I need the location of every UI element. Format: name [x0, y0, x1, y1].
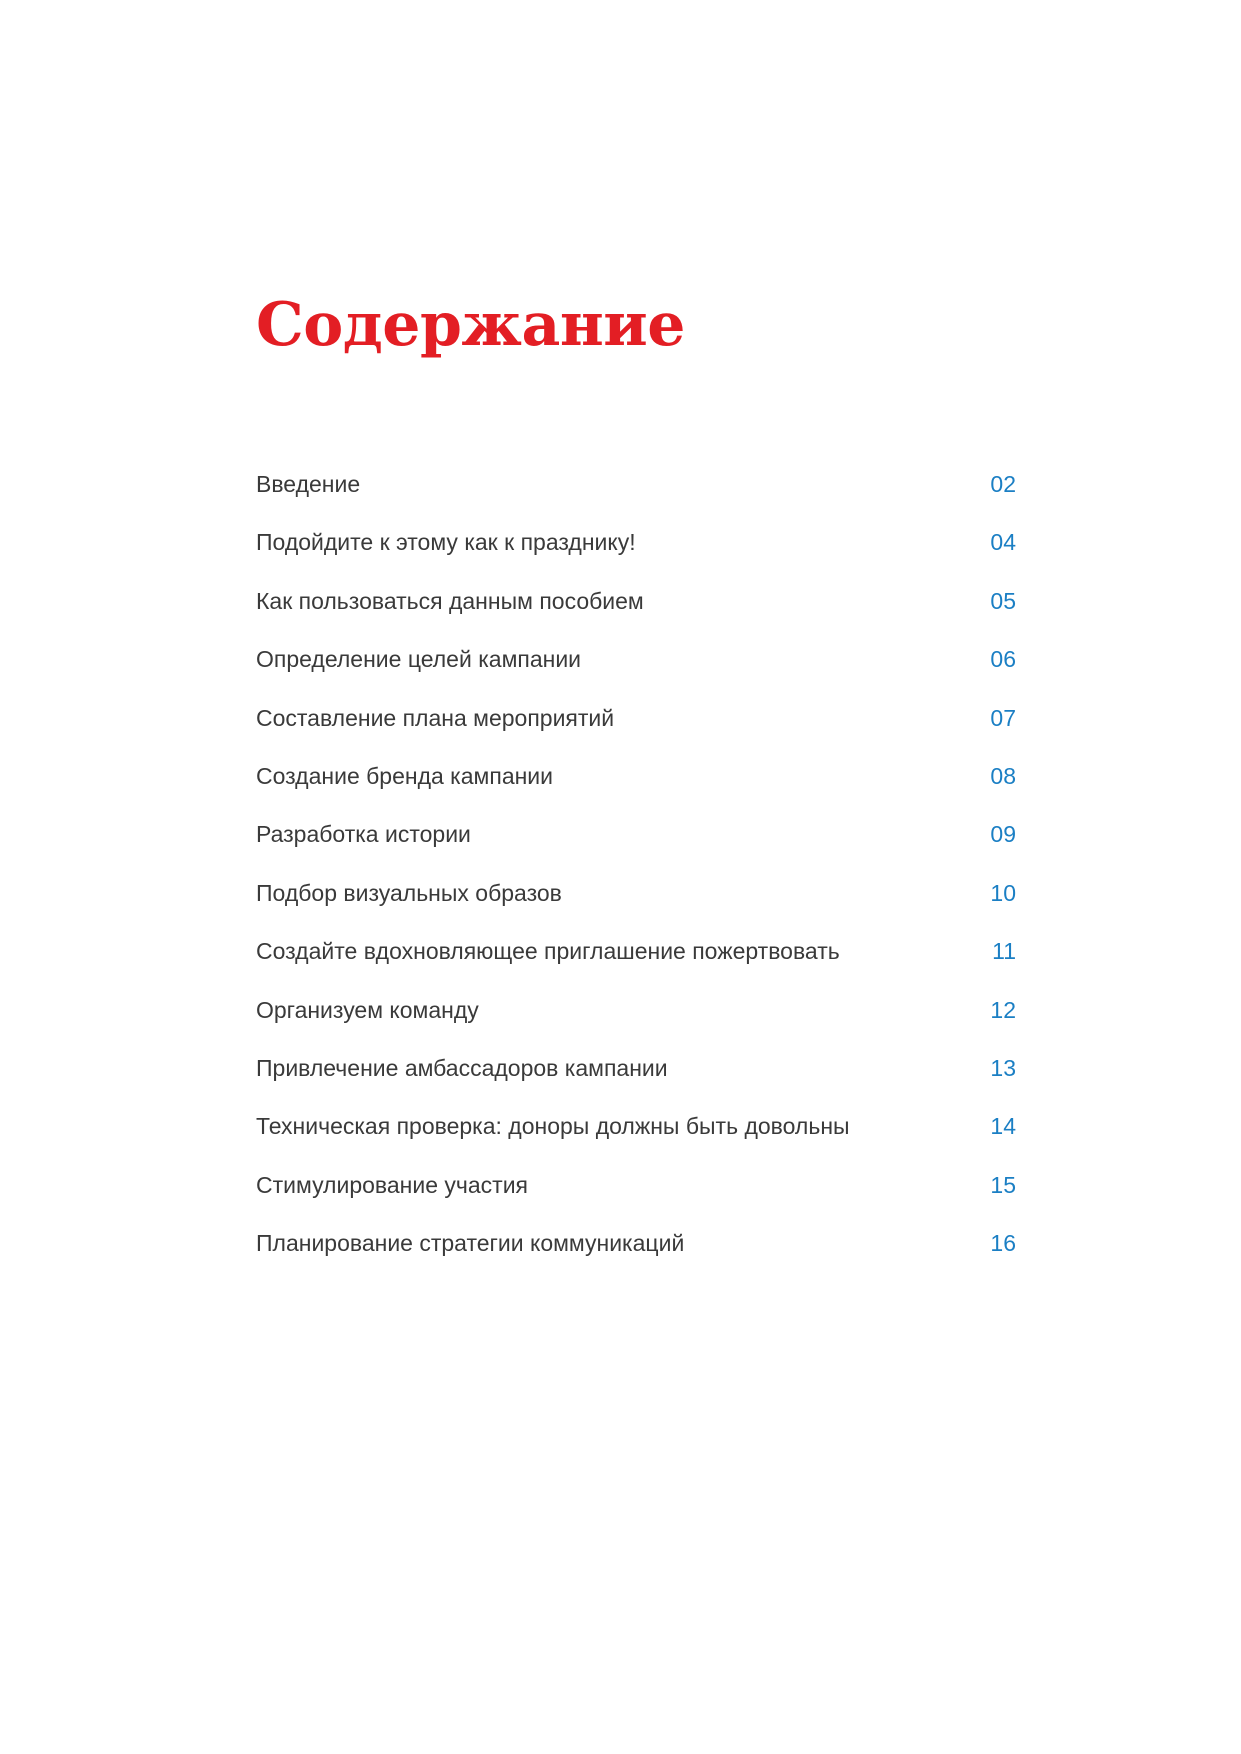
toc-entry-page: 15 [990, 1171, 1016, 1198]
toc-entry-label: Составление плана мероприятий [256, 704, 615, 731]
toc-entry-page: 06 [990, 646, 1016, 673]
toc-entry-page: 04 [990, 529, 1016, 556]
toc-entry-label: Как пользоваться данным пособием [256, 587, 644, 614]
toc-entry-label: Техническая проверка: доноры должны быть довольны [256, 1113, 850, 1140]
toc-entry[interactable] [256, 873, 1016, 931]
toc-entry[interactable] [256, 1223, 1016, 1281]
page-title: Содержание [256, 290, 685, 360]
toc-entry-page: 05 [990, 587, 1016, 614]
toc-entry[interactable] [256, 814, 1016, 872]
toc-entry-label: Привлечение амбассадоров кампании [256, 1054, 668, 1081]
toc-entry[interactable] [256, 931, 1016, 989]
table-of-contents [256, 464, 1016, 1281]
toc-entry[interactable] [256, 1106, 1016, 1164]
toc-entry-label: Введение [256, 471, 361, 497]
toc-entry-label: Создание бренда кампании [256, 762, 554, 789]
toc-entry-page: 12 [990, 996, 1016, 1023]
toc-entry-label: Стимулирование участия [256, 1171, 529, 1198]
toc-entry-label: Организуем команду [256, 996, 479, 1023]
toc-entry[interactable] [256, 581, 1016, 639]
toc-entry[interactable] [256, 990, 1016, 1048]
toc-entry-page: 02 [990, 471, 1016, 497]
toc-entry[interactable] [256, 639, 1016, 697]
toc-entry[interactable] [256, 1165, 1016, 1223]
toc-entry-label: Определение целей кампании [256, 646, 582, 673]
toc-entry[interactable] [256, 698, 1016, 756]
toc-entry-page: 09 [990, 821, 1016, 848]
toc-entry-page: 10 [990, 879, 1016, 906]
toc-entry-label: Планирование стратегии коммуникаций [256, 1230, 685, 1257]
toc-entry[interactable] [256, 756, 1016, 814]
toc-entry-label: Подойдите к этому как к празднику! [256, 529, 636, 556]
toc-entry[interactable] [256, 522, 1016, 580]
toc-entry-page: 07 [990, 704, 1016, 731]
toc-entry-page: 11 [992, 938, 1016, 965]
toc-entry-label: Создайте вдохновляющее приглашение пожертвовать [256, 938, 840, 965]
toc-entry-label: Подбор визуальных образов [256, 879, 562, 906]
toc-entry-page: 14 [990, 1113, 1016, 1140]
toc-entry-page: 16 [990, 1230, 1016, 1257]
toc-entry-page: 13 [990, 1054, 1016, 1081]
toc-entry[interactable] [256, 464, 1016, 522]
toc-entry-label: Разработка истории [256, 821, 471, 848]
toc-entry-page: 08 [990, 762, 1016, 789]
toc-entry[interactable] [256, 1048, 1016, 1106]
